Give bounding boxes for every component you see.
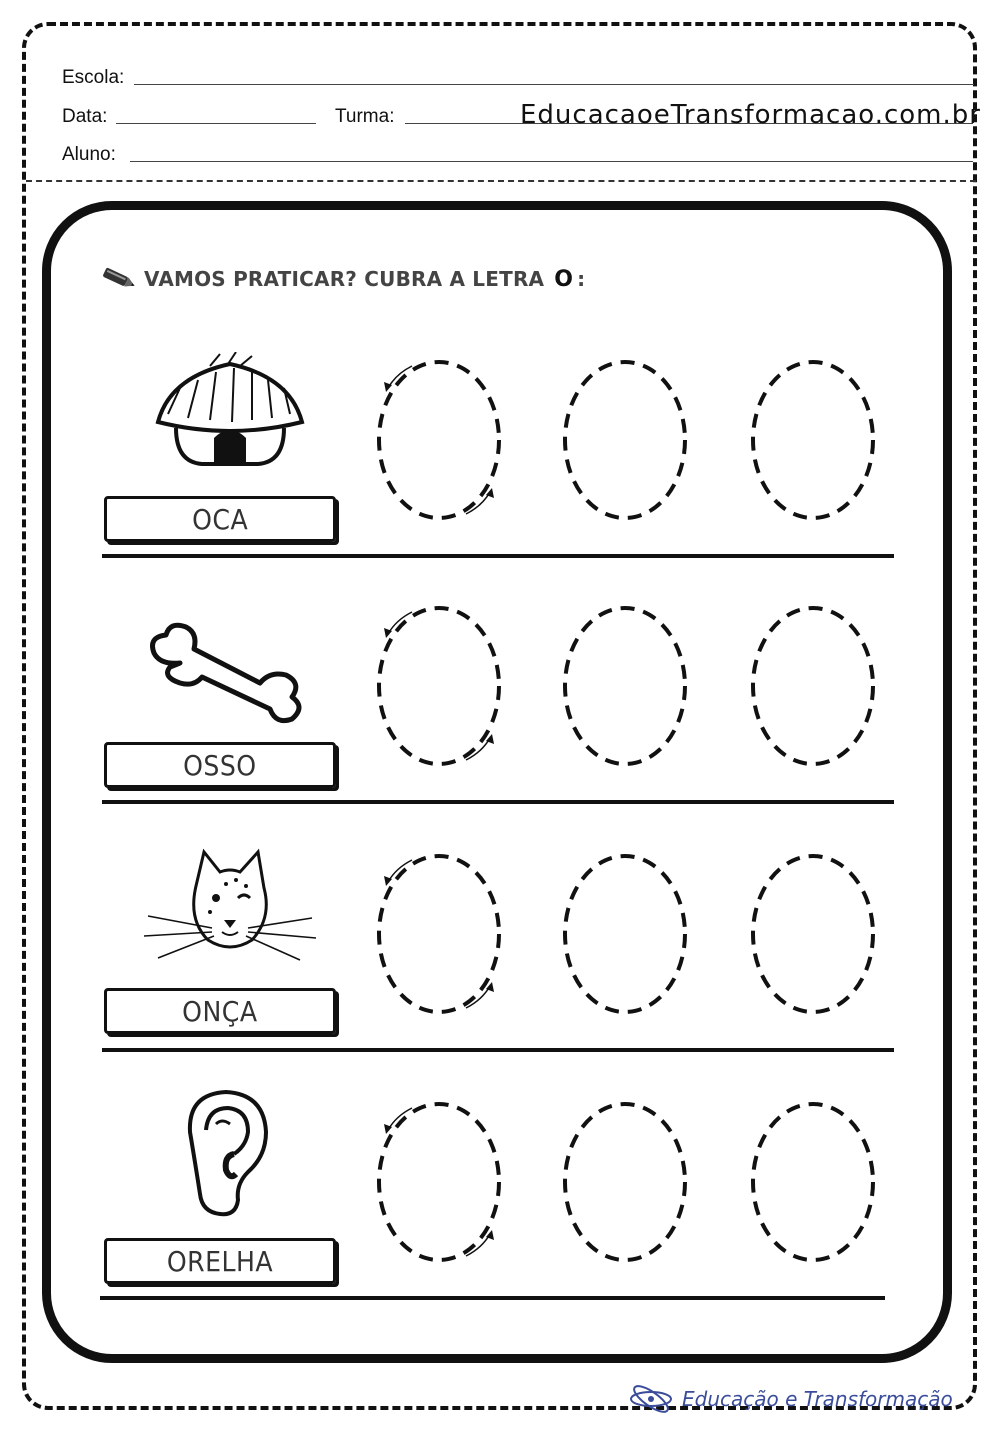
- exercise-row: [100, 352, 895, 598]
- trace-letter[interactable]: [550, 1094, 700, 1269]
- trace-letter[interactable]: [550, 598, 700, 773]
- trace-letter[interactable]: [550, 352, 700, 527]
- word-label: ONÇA: [182, 994, 258, 1028]
- row-divider: [102, 800, 894, 804]
- trace-letter[interactable]: [738, 846, 888, 1021]
- trace-letter[interactable]: [738, 598, 888, 773]
- word-label: OCA: [191, 502, 249, 536]
- trace-letter-guided[interactable]: [364, 352, 514, 527]
- site-url: EducacaoeTransformacao.com.br: [520, 100, 981, 130]
- brand-logo: [628, 1382, 953, 1416]
- row-divider: [102, 1048, 894, 1052]
- student-label: Aluno:: [62, 144, 116, 165]
- atom-logo-icon: [628, 1382, 674, 1416]
- date-field[interactable]: [116, 123, 316, 124]
- trace-letter-guided[interactable]: [364, 846, 514, 1021]
- brand-name: Educação e Transformação: [682, 1387, 953, 1411]
- instruction-colon: :: [577, 267, 586, 291]
- pencil-icon: [100, 266, 140, 292]
- school-label: Escola:: [62, 67, 125, 88]
- trace-letter-guided[interactable]: [364, 1094, 514, 1269]
- word-label: OSSO: [183, 748, 257, 782]
- word-box: [104, 988, 336, 1034]
- school-field[interactable]: [134, 84, 974, 85]
- student-field[interactable]: [130, 161, 973, 162]
- class-label: Turma:: [335, 106, 395, 127]
- header-divider: [26, 180, 976, 182]
- trace-letter-guided[interactable]: [364, 598, 514, 773]
- hut-icon: [140, 352, 320, 482]
- word-label: ORELHA: [166, 1244, 274, 1278]
- ear-icon: [160, 1084, 300, 1224]
- jaguar-icon: [140, 846, 320, 976]
- instruction-text: VAMOS PRATICAR? CUBRA A LETRA: [144, 267, 545, 291]
- date-label: Data:: [62, 106, 108, 127]
- row-divider: [100, 1296, 885, 1300]
- trace-letter[interactable]: [550, 846, 700, 1021]
- exercise-row: [100, 598, 895, 844]
- word-box: [104, 742, 336, 788]
- trace-letter[interactable]: [738, 1094, 888, 1269]
- trace-letter[interactable]: [738, 352, 888, 527]
- bone-icon: [140, 608, 320, 738]
- word-box: [104, 1238, 336, 1284]
- exercise-row: [100, 846, 895, 1092]
- row-divider: [102, 554, 894, 558]
- instruction-letter: O: [554, 266, 574, 292]
- exercise-row: [100, 1094, 895, 1340]
- word-box: [104, 496, 336, 542]
- instruction: [100, 266, 585, 292]
